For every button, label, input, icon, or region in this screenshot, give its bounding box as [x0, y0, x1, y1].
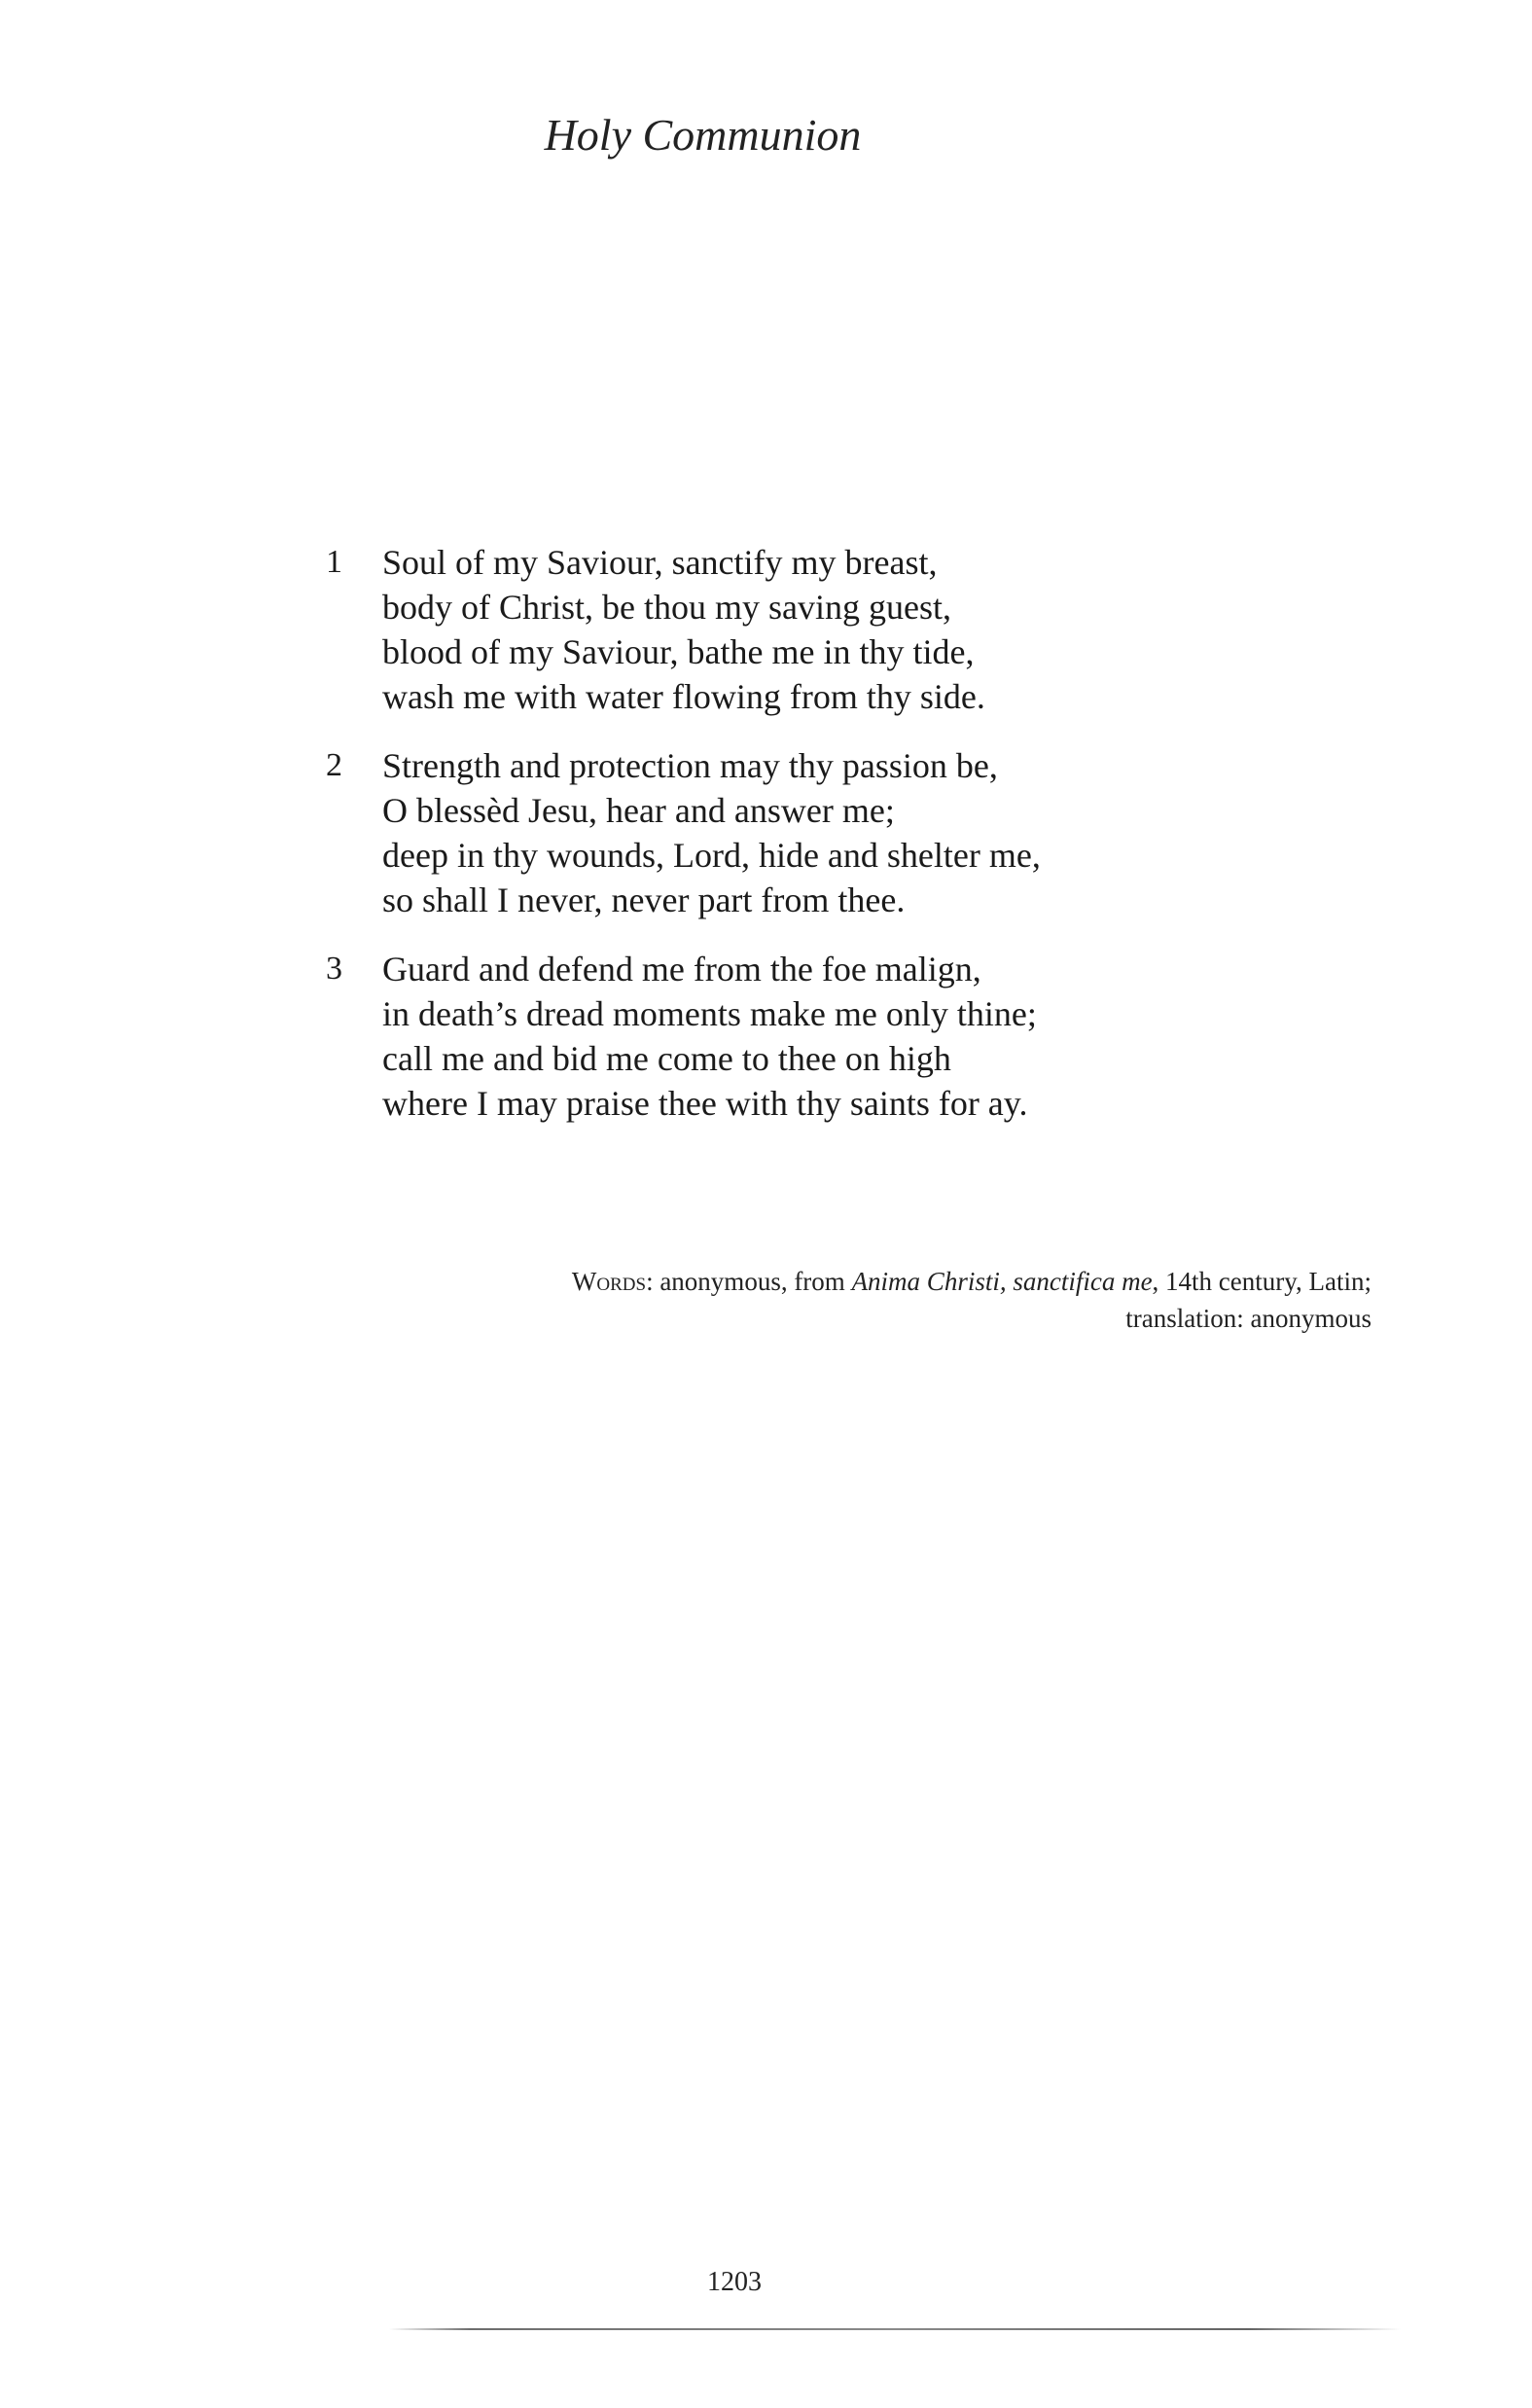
- verse-line: in death’s dread moments make me only thine;: [382, 994, 1037, 1033]
- verse-3: [326, 947, 1201, 1126]
- hymn-text: [326, 540, 1201, 1150]
- verse-number: 3: [326, 951, 342, 987]
- attribution-label: Words:: [571, 1267, 654, 1296]
- verse-line: O blessèd Jesu, hear and answer me;: [382, 791, 895, 830]
- verse-line: deep in thy wounds, Lord, hide and shelter me,: [382, 836, 1041, 875]
- words-attribution: [399, 1263, 1372, 1337]
- attribution-line-words: [399, 1263, 1372, 1300]
- translation-credit: translation: anonymous: [1125, 1304, 1372, 1333]
- verse-number: 1: [326, 544, 342, 580]
- footer-rule: [389, 2328, 1401, 2330]
- verse-number: 2: [326, 747, 342, 783]
- verse-line: Strength and protection may thy passion be,: [382, 746, 998, 785]
- attribution-date: , 14th century, Latin;: [1152, 1267, 1372, 1296]
- page-title: Holy Communion: [544, 110, 862, 160]
- verse-line: call me and bid me come to thee on high: [382, 1039, 951, 1078]
- page-number: 1203: [707, 2267, 762, 2297]
- verse-line: blood of my Saviour, bathe me in thy tide,: [382, 632, 975, 671]
- verse-line: where I may praise thee with thy saints for ay.: [382, 1084, 1028, 1123]
- verse-line: Soul of my Saviour, sanctify my breast,: [382, 543, 938, 582]
- verse-2: [326, 743, 1201, 922]
- verse-line: wash me with water flowing from thy side.: [382, 677, 985, 716]
- attribution-text: anonymous, from: [653, 1267, 852, 1296]
- verse-line: so shall I never, never part from thee.: [382, 881, 906, 919]
- verse-1: [326, 540, 1201, 719]
- verse-line: Guard and defend me from the foe malign,: [382, 950, 981, 988]
- verse-line: body of Christ, be thou my saving guest,: [382, 588, 951, 627]
- source-work-title: Anima Christi, sanctifica me: [851, 1267, 1153, 1296]
